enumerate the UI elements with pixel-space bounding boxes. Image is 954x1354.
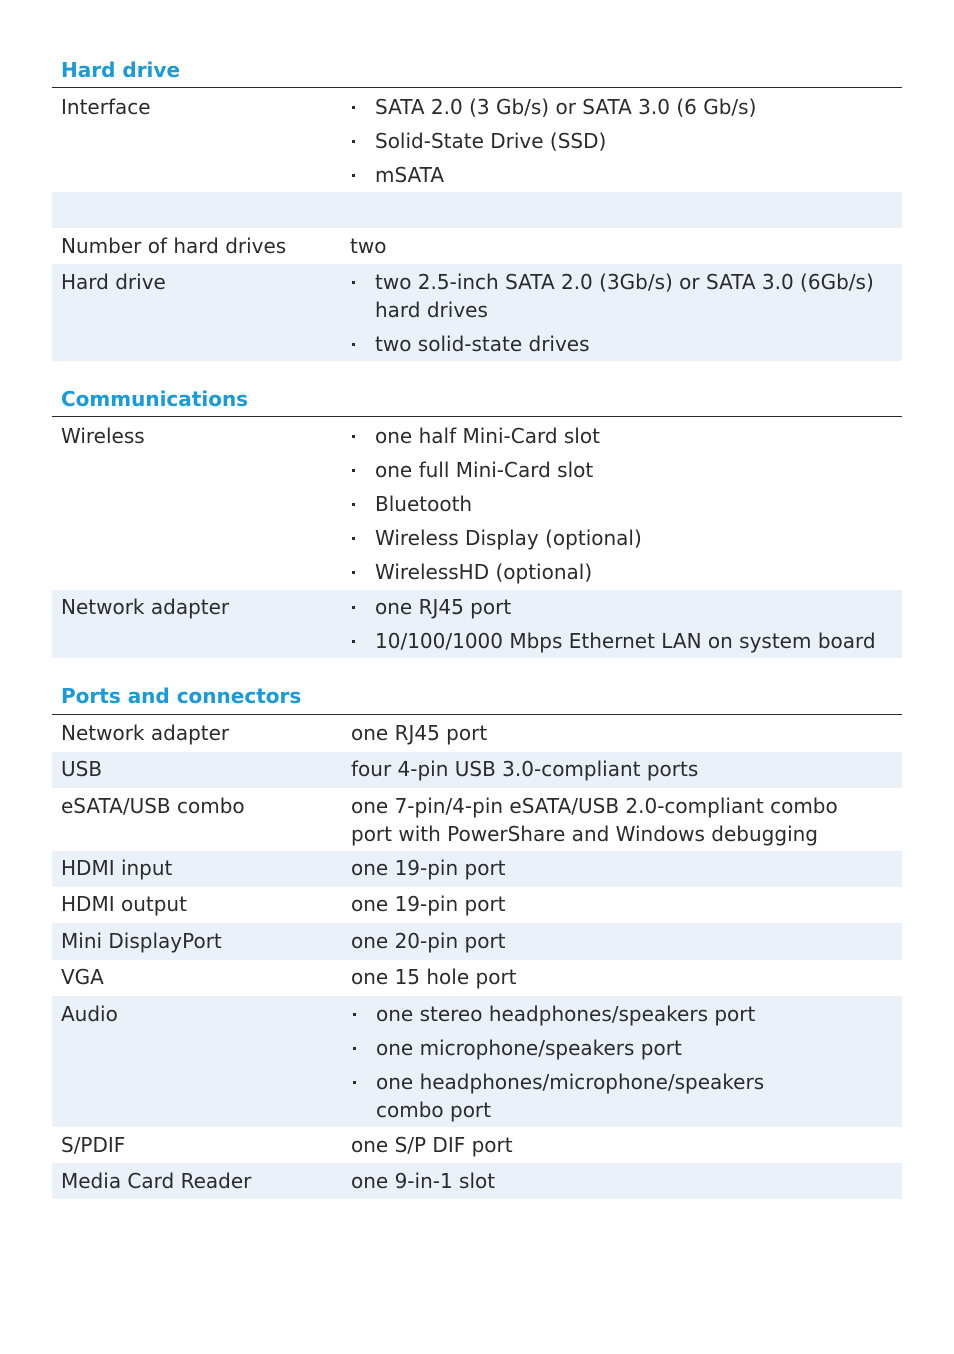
spec-label: Mini DisplayPort bbox=[61, 929, 222, 953]
list-item: one headphones/microphone/speakers combo port bbox=[351, 1068, 791, 1124]
list-item: one RJ45 port bbox=[350, 593, 895, 621]
spec-label: Audio bbox=[61, 1002, 118, 1026]
spec-value: one 20-pin port bbox=[351, 929, 506, 953]
spec-value: one 7-pin/4-pin eSATA/USB 2.0-compliant combo port with PowerShare and Windows debugging bbox=[351, 794, 838, 846]
spec-row-port bbox=[52, 788, 902, 851]
spec-label: VGA bbox=[61, 965, 104, 989]
list-item: Bluetooth bbox=[350, 490, 890, 518]
list-item: Solid-State Drive (SSD) bbox=[350, 127, 890, 155]
section-rule bbox=[52, 714, 902, 715]
spec-row-port bbox=[52, 851, 902, 887]
bullet-list bbox=[350, 93, 890, 195]
list-item: two solid-state drives bbox=[350, 330, 890, 358]
spec-value: two bbox=[350, 234, 387, 258]
spec-value: one 15 hole port bbox=[351, 965, 517, 989]
spec-label: HDMI input bbox=[61, 856, 173, 880]
section-rule bbox=[52, 87, 902, 88]
list-item: SATA 2.0 (3 Gb/s) or SATA 3.0 (6 Gb/s) bbox=[350, 93, 890, 121]
section-rule bbox=[52, 416, 902, 417]
spec-row-port bbox=[52, 960, 902, 996]
spec-label: Network adapter bbox=[61, 721, 230, 745]
spec-row-port bbox=[52, 1163, 902, 1199]
bullet-list bbox=[350, 593, 895, 661]
spec-value: one 9-in-1 slot bbox=[351, 1169, 496, 1193]
spec-value: one 19-pin port bbox=[351, 856, 506, 880]
spec-label: Wireless bbox=[61, 424, 145, 448]
bullet-list bbox=[350, 422, 890, 592]
list-item: two 2.5-inch SATA 2.0 (3Gb/s) or SATA 3.0 (6Gb/s) hard drives bbox=[350, 268, 890, 324]
spec-row-port bbox=[52, 1127, 902, 1163]
spec-label: Hard drive bbox=[61, 270, 166, 294]
spec-label: Media Card Reader bbox=[61, 1169, 252, 1193]
spec-value: one S/P DIF port bbox=[351, 1133, 513, 1157]
list-item: one half Mini-Card slot bbox=[350, 422, 890, 450]
spec-label: HDMI output bbox=[61, 892, 187, 916]
spec-label: USB bbox=[61, 757, 103, 781]
spec-value: one RJ45 port bbox=[351, 721, 488, 745]
spec-row-port bbox=[52, 923, 902, 960]
list-item: one stereo headphones/speakers port bbox=[351, 1000, 791, 1028]
spec-label: eSATA/USB combo bbox=[61, 794, 245, 818]
list-item: Wireless Display (optional) bbox=[350, 524, 890, 552]
spec-row-port bbox=[52, 887, 902, 923]
list-item: mSATA bbox=[350, 161, 890, 189]
spec-label: Number of hard drives bbox=[61, 234, 287, 258]
spec-row-hard-drive bbox=[52, 264, 902, 361]
spec-label: Interface bbox=[61, 95, 151, 119]
spec-row-audio bbox=[52, 996, 902, 1127]
list-item: one microphone/speakers port bbox=[351, 1034, 791, 1062]
list-item: WirelessHD (optional) bbox=[350, 558, 890, 586]
section-title-ports: Ports and connectors bbox=[61, 684, 302, 708]
spec-row-interface bbox=[52, 89, 902, 192]
spec-label: Network adapter bbox=[61, 595, 230, 619]
bullet-list bbox=[350, 268, 890, 364]
spec-row-network-adapter bbox=[52, 590, 902, 658]
bullet-list bbox=[351, 1000, 791, 1130]
list-item: 10/100/1000 Mbps Ethernet LAN on system board bbox=[350, 627, 895, 655]
spec-value: one 19-pin port bbox=[351, 892, 506, 916]
spec-row-port bbox=[52, 752, 902, 788]
spec-label: S/PDIF bbox=[61, 1133, 126, 1157]
spec-row-port bbox=[52, 716, 902, 752]
spec-row-wireless bbox=[52, 418, 902, 590]
section-title-communications: Communications bbox=[61, 387, 249, 411]
spacer-row bbox=[52, 192, 902, 228]
spec-value: four 4-pin USB 3.0-compliant ports bbox=[351, 757, 699, 781]
list-item: one full Mini-Card slot bbox=[350, 456, 890, 484]
spec-row-drive-count bbox=[52, 228, 902, 264]
section-title-hard-drive: Hard drive bbox=[61, 58, 181, 82]
